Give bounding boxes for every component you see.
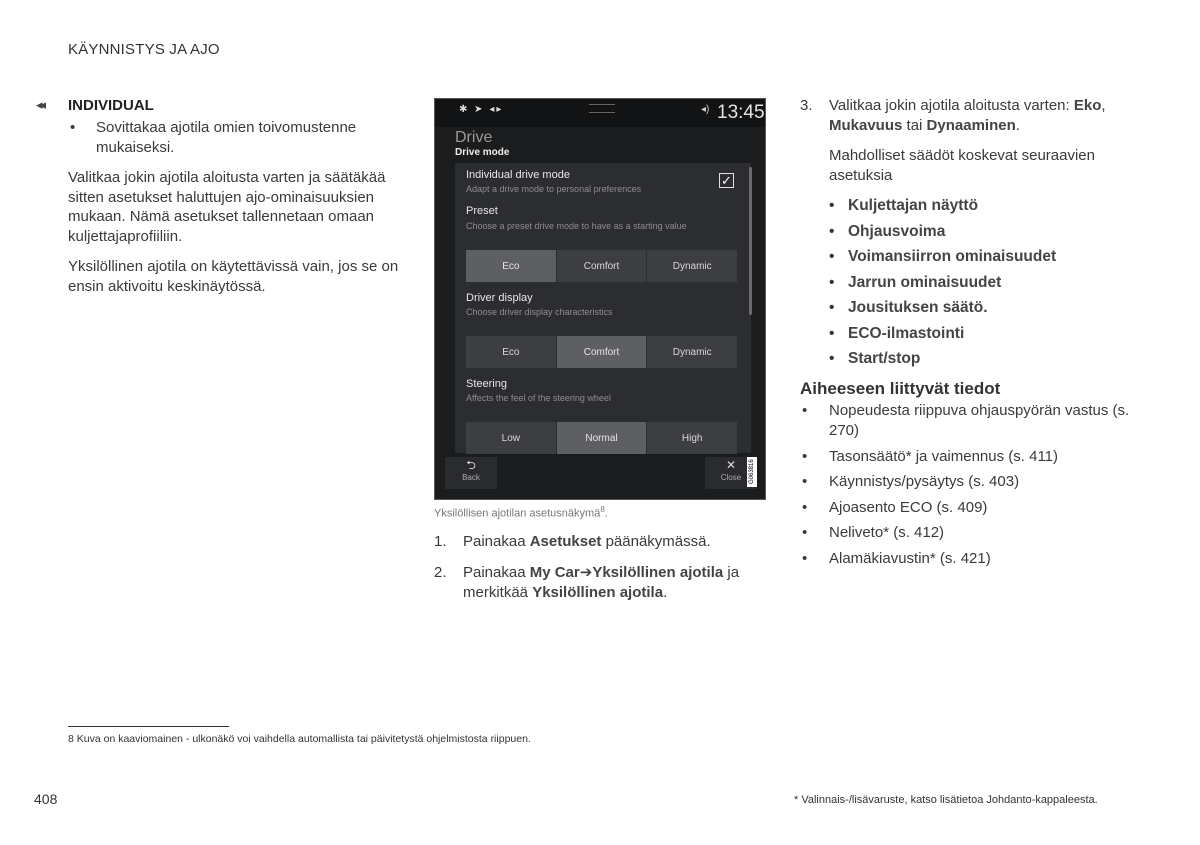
step-2 — [434, 563, 764, 603]
intro-bullet — [68, 118, 408, 157]
bullet-dot: • — [802, 498, 808, 516]
step-ui-term: My Car — [529, 564, 580, 581]
preset-comfort-button[interactable]: Comfort — [557, 250, 647, 282]
page-number: 408 — [34, 791, 58, 807]
pull-down-handle[interactable] — [589, 104, 615, 113]
preset-desc: Choose a preset drive mode to have as a starting value — [466, 221, 687, 231]
driver-display-label: Driver display — [466, 292, 533, 304]
close-icon: ✕ — [725, 458, 737, 472]
driver-display-selector — [466, 336, 737, 368]
bullet-dot: • — [829, 324, 835, 342]
bullet-dot: • — [802, 549, 808, 567]
individual-mode-label: Individual drive mode — [466, 169, 570, 181]
related-link[interactable] — [800, 549, 1140, 569]
individual-mode-desc: Adapt a drive mode to personal preferences — [466, 184, 642, 194]
caption-end: . — [604, 507, 608, 520]
adjustment-item-text: Jarrun ominaisuudet — [848, 273, 1002, 291]
adjustment-item — [800, 349, 1140, 369]
bullet-dot: • — [829, 299, 835, 316]
back-button[interactable] — [445, 457, 497, 489]
bullet-dot: • — [829, 273, 835, 291]
back-button-label: Back — [462, 473, 480, 482]
bullet-dot: • — [802, 473, 808, 490]
step-ui-term: Asetukset — [529, 533, 602, 550]
right-column — [800, 96, 1140, 574]
intro-paragraph-2: Yksilöllinen ajotila on käytettävissä vain, jos se on ensin aktivoitu keskinäytössä. — [68, 258, 399, 295]
steering-low-button[interactable]: Low — [466, 422, 556, 454]
step-text: , — [1101, 97, 1106, 114]
bullet-dot: • — [829, 248, 835, 265]
step-text: ja merkitkää — [463, 564, 740, 601]
related-link[interactable] — [800, 523, 1140, 543]
related-link-text[interactable]: Nopeudesta riippuva ohjauspyörän vastus (s. 270) — [829, 402, 1130, 439]
page-header: KÄYNNISTYS JA AJO — [68, 41, 220, 58]
image-code: G063816 — [747, 457, 757, 487]
status-bar — [435, 99, 765, 127]
bullet-dot: • — [829, 197, 835, 214]
steering-normal-button[interactable]: Normal — [557, 422, 647, 454]
individual-mode-checkbox[interactable]: ✓ — [719, 173, 734, 188]
display-dynamic-button[interactable]: Dynamic — [647, 336, 737, 368]
preset-selector — [466, 250, 737, 282]
step-ui-term: Yksilöllinen ajotila — [592, 564, 724, 581]
adjustment-item — [800, 222, 1140, 242]
adjustments-list — [800, 196, 1140, 369]
back-arrow-icon: ⮌ — [466, 458, 476, 472]
display-comfort-button[interactable]: Comfort — [557, 336, 647, 368]
close-button-label: Close — [720, 473, 742, 482]
optional-equipment-note: * Valinnais-/lisävaruste, katso lisätietoa Johdanto-kappaleesta. — [794, 794, 1098, 806]
figure-caption — [434, 505, 608, 520]
step-ui-term: Eko — [1073, 97, 1102, 114]
screen-subtitle: Drive mode — [455, 147, 510, 158]
bullet-dot: • — [802, 447, 808, 465]
related-link-text[interactable]: Alamäkiavustin* (s. 421) — [829, 549, 991, 567]
volume-icon: ◂) — [701, 104, 710, 115]
step-text: . — [1015, 117, 1020, 134]
driver-display-desc: Choose driver display characteristics — [466, 307, 613, 317]
step-text: . — [663, 584, 668, 601]
adjustment-item — [800, 273, 1140, 293]
step-ui-term: Dynaaminen — [926, 117, 1016, 134]
related-link-text[interactable]: Käynnistys/pysäytys (s. 403) — [829, 473, 1020, 490]
related-link-text[interactable]: Neliveto* (s. 412) — [829, 524, 945, 541]
screen-title: Drive — [455, 129, 493, 146]
bullet-dot: • — [802, 524, 808, 541]
section-title: INDIVIDUAL — [68, 97, 154, 114]
back-arrows-icon: ◂◂ — [36, 97, 44, 112]
adjustments-intro: Mahdolliset säädöt koskevat seuraavien asetuksia — [829, 147, 1095, 184]
preset-eco-button[interactable]: Eco — [466, 250, 556, 282]
bullet-dot: • — [802, 402, 808, 419]
adjustment-item-text: Voimansiirron ominaisuudet — [848, 248, 1057, 265]
adjustment-item-text: Jousituksen säätö. — [848, 299, 988, 316]
step-text: tai — [902, 117, 927, 134]
steps-list — [434, 532, 764, 614]
bullet-dot: • — [829, 222, 835, 240]
footnote-rule — [68, 726, 229, 727]
step-text: päänäkymässä. — [601, 533, 711, 550]
adjustment-item — [800, 324, 1140, 344]
caption-footnote-ref: 8 — [600, 505, 605, 514]
drive-mode-screenshot — [434, 98, 766, 500]
scrollbar[interactable] — [749, 167, 752, 315]
bullet-dot: • — [829, 350, 835, 367]
adjustment-item-text: Start/stop — [848, 350, 921, 367]
step-1 — [434, 532, 764, 552]
preset-dynamic-button[interactable]: Dynamic — [647, 250, 737, 282]
intro-column — [68, 118, 408, 307]
step-text: Valitkaa jokin ajotila aloitusta varten: — [829, 97, 1074, 114]
steering-label: Steering — [466, 378, 507, 390]
adjustment-item-text: ECO-ilmastointi — [848, 324, 965, 342]
step-3 — [800, 96, 1140, 136]
adjustment-item — [800, 196, 1140, 216]
adjustment-item-text: Ohjausvoima — [848, 222, 946, 240]
intro-paragraph-1: Valitkaa jokin ajotila aloitusta varten ja säätäkää sitten asetukset haluttujen ajo-ominaisuuksien mukaan. Nämä asetukset tallennetaan omaan kuljettajaprofiiliin. — [68, 169, 386, 245]
intro-bullet-text: Sovittakaa ajotila omien toivomustenne mukaiseksi. — [96, 119, 357, 156]
caption-text: Yksilöllisen ajotilan asetusnäkymä — [434, 507, 601, 520]
display-eco-button[interactable]: Eco — [466, 336, 556, 368]
steering-selector — [466, 422, 737, 454]
related-link-text[interactable]: Tasonsäätö* ja vaimennus (s. 411) — [829, 447, 1059, 465]
step-ui-term: Yksilöllinen ajotila — [532, 584, 664, 601]
related-link[interactable] — [800, 401, 1140, 441]
status-icons: ✱ ➤ ◂▸ — [459, 104, 504, 115]
steering-high-button[interactable]: High — [647, 422, 737, 454]
step-number: 2. — [434, 564, 447, 581]
step-text: Painakaa — [463, 564, 530, 581]
step-number: 3. — [800, 97, 813, 114]
bullet-dot: • — [70, 119, 76, 136]
adjustment-item-text: Kuljettajan näyttö — [848, 197, 979, 214]
related-title: Aiheeseen liittyvät tiedot — [800, 379, 1001, 398]
related-link[interactable] — [800, 447, 1140, 467]
footnote: 8 Kuva on kaaviomainen - ulkonäkö voi vaihdella automallista tai päivitetystä ohjelmistosta riippuen. — [68, 733, 531, 745]
step-number: 1. — [434, 533, 447, 550]
related-link[interactable] — [800, 498, 1140, 518]
related-link-text[interactable]: Ajoasento ECO (s. 409) — [829, 498, 988, 516]
adjustment-item — [800, 247, 1140, 267]
step-ui-term: Mukavuus — [829, 117, 903, 134]
clock: 13:45 — [717, 102, 765, 123]
preset-label: Preset — [466, 205, 498, 217]
adjustment-item — [800, 298, 1140, 318]
related-list — [800, 401, 1140, 569]
related-link[interactable] — [800, 472, 1140, 492]
menu-arrow-icon: ➔ — [579, 564, 593, 581]
steering-desc: Affects the feel of the steering wheel — [466, 393, 611, 403]
step-text: Painakaa — [463, 533, 530, 550]
